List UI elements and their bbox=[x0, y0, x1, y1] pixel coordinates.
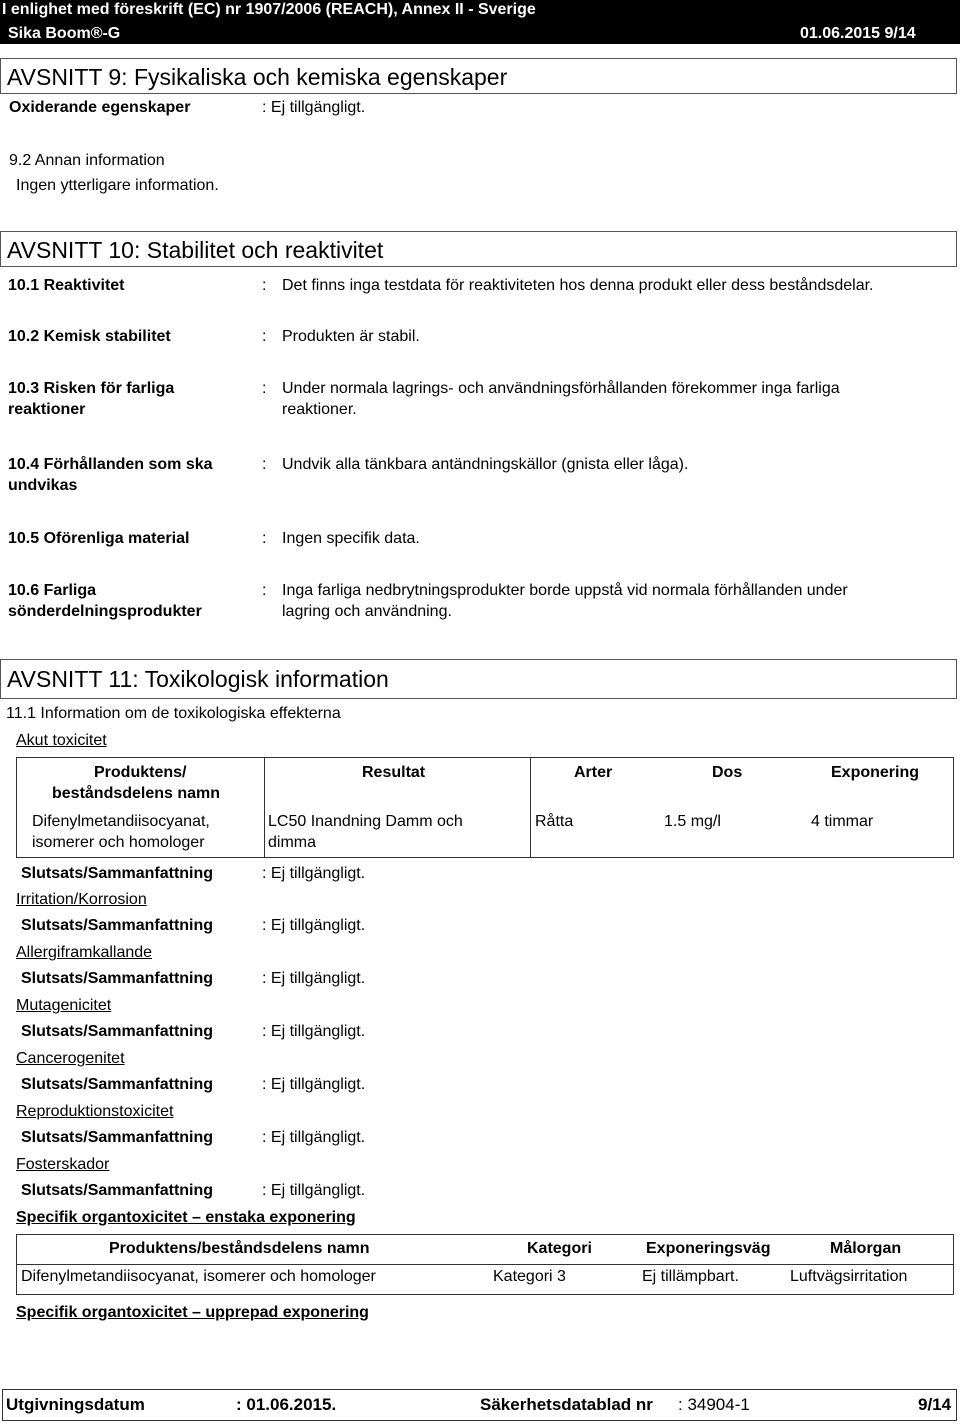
acute-cell-dose: 1.5 mg/l bbox=[664, 813, 721, 830]
sub-9-2-title: 9.2 Annan information bbox=[9, 152, 165, 169]
acute-header-name-2: beståndsdelens namn bbox=[52, 785, 221, 802]
regulation-text: I enlighet med föreskrift (EC) nr 1907/2006 (REACH), Annex II - Sverige bbox=[2, 1, 536, 18]
sub-11-1-title: 11.1 Information om de toxikologiska effekterna bbox=[6, 705, 341, 722]
stability-value: Produkten är stabil. bbox=[282, 328, 420, 345]
acute-toxicity-heading: Akut toxicitet bbox=[16, 732, 107, 749]
acute-cell-name-1: Difenylmetandiisocyanat, bbox=[32, 813, 210, 830]
stot-cell-category: Kategori 3 bbox=[493, 1268, 566, 1285]
acute-table-divider bbox=[264, 757, 265, 858]
section-10-header bbox=[0, 231, 957, 267]
hazardous-reactions-value-2: reaktioner. bbox=[282, 401, 357, 418]
summary-label: Slutsats/Sammanfattning bbox=[21, 1182, 214, 1199]
acute-cell-species: Råtta bbox=[535, 813, 574, 830]
sub-9-2-text: Ingen ytterligare information. bbox=[16, 177, 219, 194]
hazardous-reactions-label: 10.3 Risken för farliga bbox=[8, 380, 175, 397]
acute-header-name-1: Produktens/ bbox=[94, 764, 187, 781]
issue-date-value: : 01.06.2015. bbox=[236, 1395, 337, 1414]
stability-colon: : bbox=[262, 328, 267, 345]
reactivity-label: 10.1 Reaktivitet bbox=[8, 277, 125, 294]
reactivity-colon: : bbox=[262, 277, 267, 294]
summary-value: : Ej tillgängligt. bbox=[262, 1182, 366, 1199]
summary-label: Slutsats/Sammanfattning bbox=[21, 865, 214, 882]
reactivity-value: Det finns inga testdata för reaktiviteten hos denna produkt eller dess beståndsdelar. bbox=[282, 277, 874, 294]
stot-cell-route: Ej tillämpbart. bbox=[642, 1268, 739, 1285]
stot-table-divider bbox=[16, 1264, 954, 1265]
stot-cell-organ: Luftvägsirritation bbox=[790, 1268, 908, 1285]
acute-header-exposure: Exponering bbox=[831, 764, 920, 781]
acute-cell-result-2: dimma bbox=[268, 834, 317, 851]
category-heading: Mutagenicitet bbox=[16, 997, 112, 1014]
decomposition-value: Inga farliga nedbrytningsprodukter borde uppstå vid normala förhållanden under bbox=[282, 582, 848, 599]
oxid-label: Oxiderande egenskaper bbox=[9, 99, 191, 116]
hazardous-reactions-value: Under normala lagrings- och användningsförhållanden förekommer inga farliga bbox=[282, 380, 840, 397]
stot-repeated-heading: Specifik organtoxicitet – upprepad exponering bbox=[16, 1304, 369, 1321]
incompatible-label: 10.5 Oförenliga material bbox=[8, 530, 190, 547]
category-heading: Irritation/Korrosion bbox=[16, 891, 147, 908]
issue-date-label: Utgivningsdatum bbox=[6, 1395, 145, 1414]
acute-cell-exposure: 4 timmar bbox=[811, 813, 874, 830]
conditions-avoid-label-2: undvikas bbox=[8, 477, 78, 494]
stot-header-name: Produktens/beståndsdelens namn bbox=[109, 1240, 370, 1257]
summary-label: Slutsats/Sammanfattning bbox=[21, 970, 214, 987]
decomposition-value-2: lagring och användning. bbox=[282, 603, 452, 620]
document-header bbox=[0, 0, 960, 44]
summary-value: : Ej tillgängligt. bbox=[262, 865, 366, 882]
sds-number-value: : 34904-1 bbox=[678, 1395, 750, 1414]
acute-header-result: Resultat bbox=[362, 764, 426, 781]
hazardous-reactions-label-2: reaktioner bbox=[8, 401, 86, 418]
conditions-avoid-value: Undvik alla tänkbara antändningskällor (gnista eller låga). bbox=[282, 456, 689, 473]
incompatible-colon: : bbox=[262, 530, 267, 547]
footer-page-number: 9/14 bbox=[918, 1395, 952, 1414]
stot-single-heading: Specifik organtoxicitet – enstaka exponering bbox=[16, 1209, 356, 1226]
header-date-page: 01.06.2015 9/14 bbox=[800, 25, 916, 42]
product-name: Sika Boom®-G bbox=[8, 25, 121, 42]
section-11-title: AVSNITT 11: Toxikologisk information bbox=[7, 666, 389, 692]
section-9-header bbox=[0, 58, 957, 94]
incompatible-value: Ingen specifik data. bbox=[282, 530, 420, 547]
sds-number-label: Säkerhetsdatablad nr bbox=[480, 1395, 653, 1414]
decomposition-label: 10.6 Farliga bbox=[8, 582, 97, 599]
category-heading: Reproduktionstoxicitet bbox=[16, 1103, 174, 1120]
decomposition-label-2: sönderdelningsprodukter bbox=[8, 603, 202, 620]
stot-header-category: Kategori bbox=[527, 1240, 592, 1257]
summary-value: : Ej tillgängligt. bbox=[262, 970, 366, 987]
summary-label: Slutsats/Sammanfattning bbox=[21, 1023, 214, 1040]
conditions-avoid-label: 10.4 Förhållanden som ska bbox=[8, 456, 213, 473]
category-heading: Fosterskador bbox=[16, 1156, 110, 1173]
acute-cell-name-2: isomerer och homologer bbox=[32, 834, 205, 851]
summary-label: Slutsats/Sammanfattning bbox=[21, 917, 214, 934]
summary-label: Slutsats/Sammanfattning bbox=[21, 1076, 214, 1093]
category-heading: Allergiframkallande bbox=[16, 944, 153, 961]
acute-table-divider bbox=[530, 757, 531, 858]
summary-value: : Ej tillgängligt. bbox=[262, 1023, 366, 1040]
stability-label: 10.2 Kemisk stabilitet bbox=[8, 328, 171, 345]
summary-value: : Ej tillgängligt. bbox=[262, 917, 366, 934]
stot-cell-name: Difenylmetandiisocyanat, isomerer och homologer bbox=[21, 1268, 376, 1285]
decomposition-colon: : bbox=[262, 582, 267, 599]
section-9-title: AVSNITT 9: Fysikaliska och kemiska egenskaper bbox=[7, 64, 508, 90]
stot-header-route: Exponeringsväg bbox=[646, 1240, 771, 1257]
summary-value: : Ej tillgängligt. bbox=[262, 1129, 366, 1146]
category-heading: Cancerogenitet bbox=[16, 1050, 125, 1067]
acute-header-species: Arter bbox=[574, 764, 613, 781]
summary-value: : Ej tillgängligt. bbox=[262, 1076, 366, 1093]
hazardous-reactions-colon: : bbox=[262, 380, 267, 397]
acute-cell-result-1: LC50 Inandning Damm och bbox=[268, 813, 463, 830]
oxid-value: : Ej tillgängligt. bbox=[262, 99, 366, 116]
conditions-avoid-colon: : bbox=[262, 456, 267, 473]
summary-label: Slutsats/Sammanfattning bbox=[21, 1129, 214, 1146]
section-11-header bbox=[0, 659, 957, 699]
section-10-title: AVSNITT 10: Stabilitet och reaktivitet bbox=[7, 237, 384, 263]
stot-header-organ: Målorgan bbox=[830, 1240, 902, 1257]
acute-header-dose: Dos bbox=[712, 764, 743, 781]
